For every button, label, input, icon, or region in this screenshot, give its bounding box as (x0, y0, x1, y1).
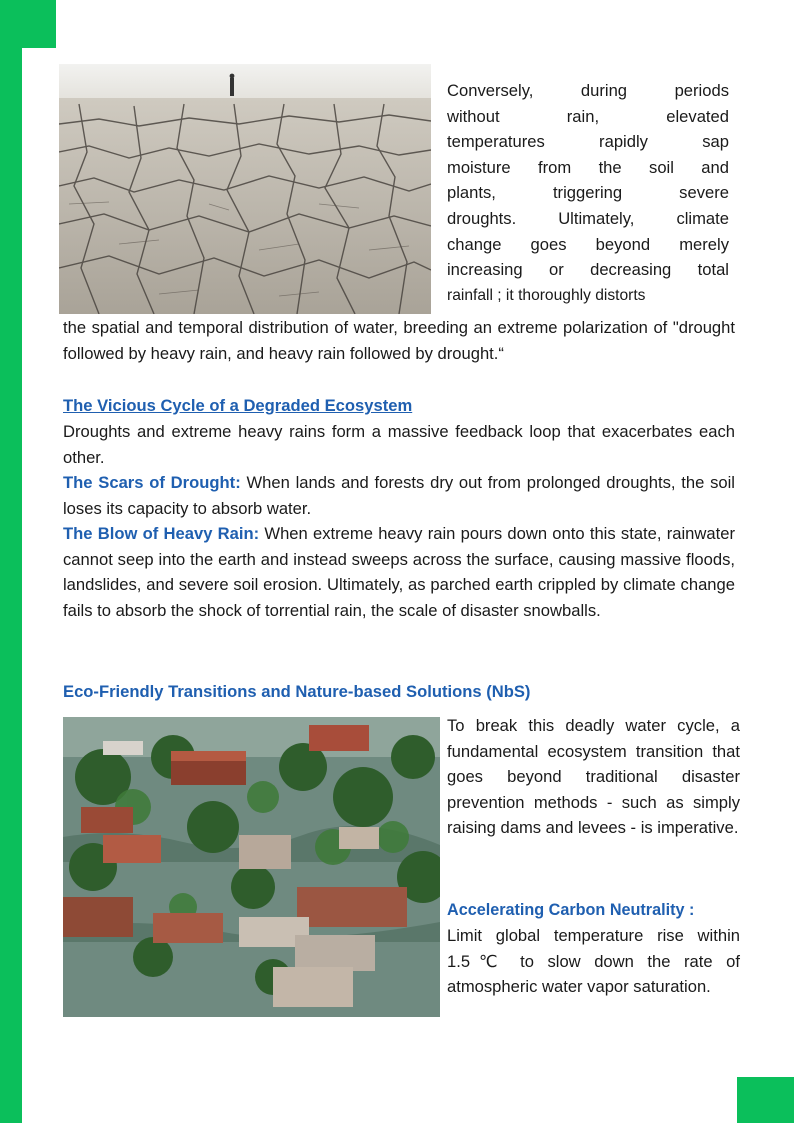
intro-side-line-8: increasing or decreasing total (447, 260, 729, 280)
top-green-tab (0, 0, 56, 48)
vicious-cycle-intro: Droughts and extreme heavy rains form a massive feedback loop that exacerbates each other. (63, 422, 735, 467)
heavy-rain-text: When extreme heavy rain pours down onto this state, rainwater cannot seep into the earth and instead sweeps across the surface, causing massive floods, landslides, and severe soil erosion. Ultimately, as parched earth crippled by climate change fails to absorb the shock of torrential rain, the scale of disaster snowballs. (63, 524, 735, 620)
intro-side-line-4: moisture from the soil and (447, 157, 729, 177)
intro-side-line-3: temperatures rapidly sap (447, 132, 729, 152)
corner-green-square (737, 1077, 794, 1123)
scars-of-drought-text: When lands and forests dry out from prolonged droughts, the soil loses its capacity to absorb water. (63, 473, 735, 518)
nbs-paragraph: To break this deadly water cycle, a fundamental ecosystem transition that goes beyond traditional disaster prevention methods - such as simply raising dams and levees - is imperative. (447, 716, 740, 838)
carbon-neutrality-label: Accelerating Carbon Neutrality : (447, 901, 695, 919)
intro-side-line-2: without rain, elevated (447, 106, 729, 126)
vicious-cycle-heading: The Vicious Cycle of a Degraded Ecosystem (63, 396, 413, 415)
heavy-rain-label: The Blow of Heavy Rain: (63, 524, 260, 543)
intro-side-line-5: plants, triggering severe (447, 183, 729, 203)
drought-photo (59, 64, 431, 314)
intro-continuation: the spatial and temporal distribution of water, breeding an extreme polarization of "drought followed by heavy rain, and heavy rain followed by drought.“ (63, 318, 735, 363)
intro-side-line-6: droughts. Ultimately, climate (447, 209, 729, 228)
scars-of-drought-paragraph (63, 470, 735, 521)
heavy-rain-paragraph (63, 521, 735, 623)
flood-photo (63, 717, 440, 1017)
intro-side-line-1: Conversely, during periods (447, 81, 729, 100)
carbon-neutrality-text: Limit global temperature rise within 1.5℃ to slow down the rate of atmospheric water vapor saturation. (447, 926, 740, 997)
intro-side-line-7: change goes beyond merely (447, 234, 729, 254)
left-green-bar (0, 0, 22, 1123)
nbs-heading: Eco-Friendly Transitions and Nature-based Solutions (NbS) (63, 682, 531, 701)
scars-of-drought-label: The Scars of Drought: (63, 473, 241, 492)
intro-side-line-9: rainfall ; it thoroughly distorts (447, 286, 646, 304)
